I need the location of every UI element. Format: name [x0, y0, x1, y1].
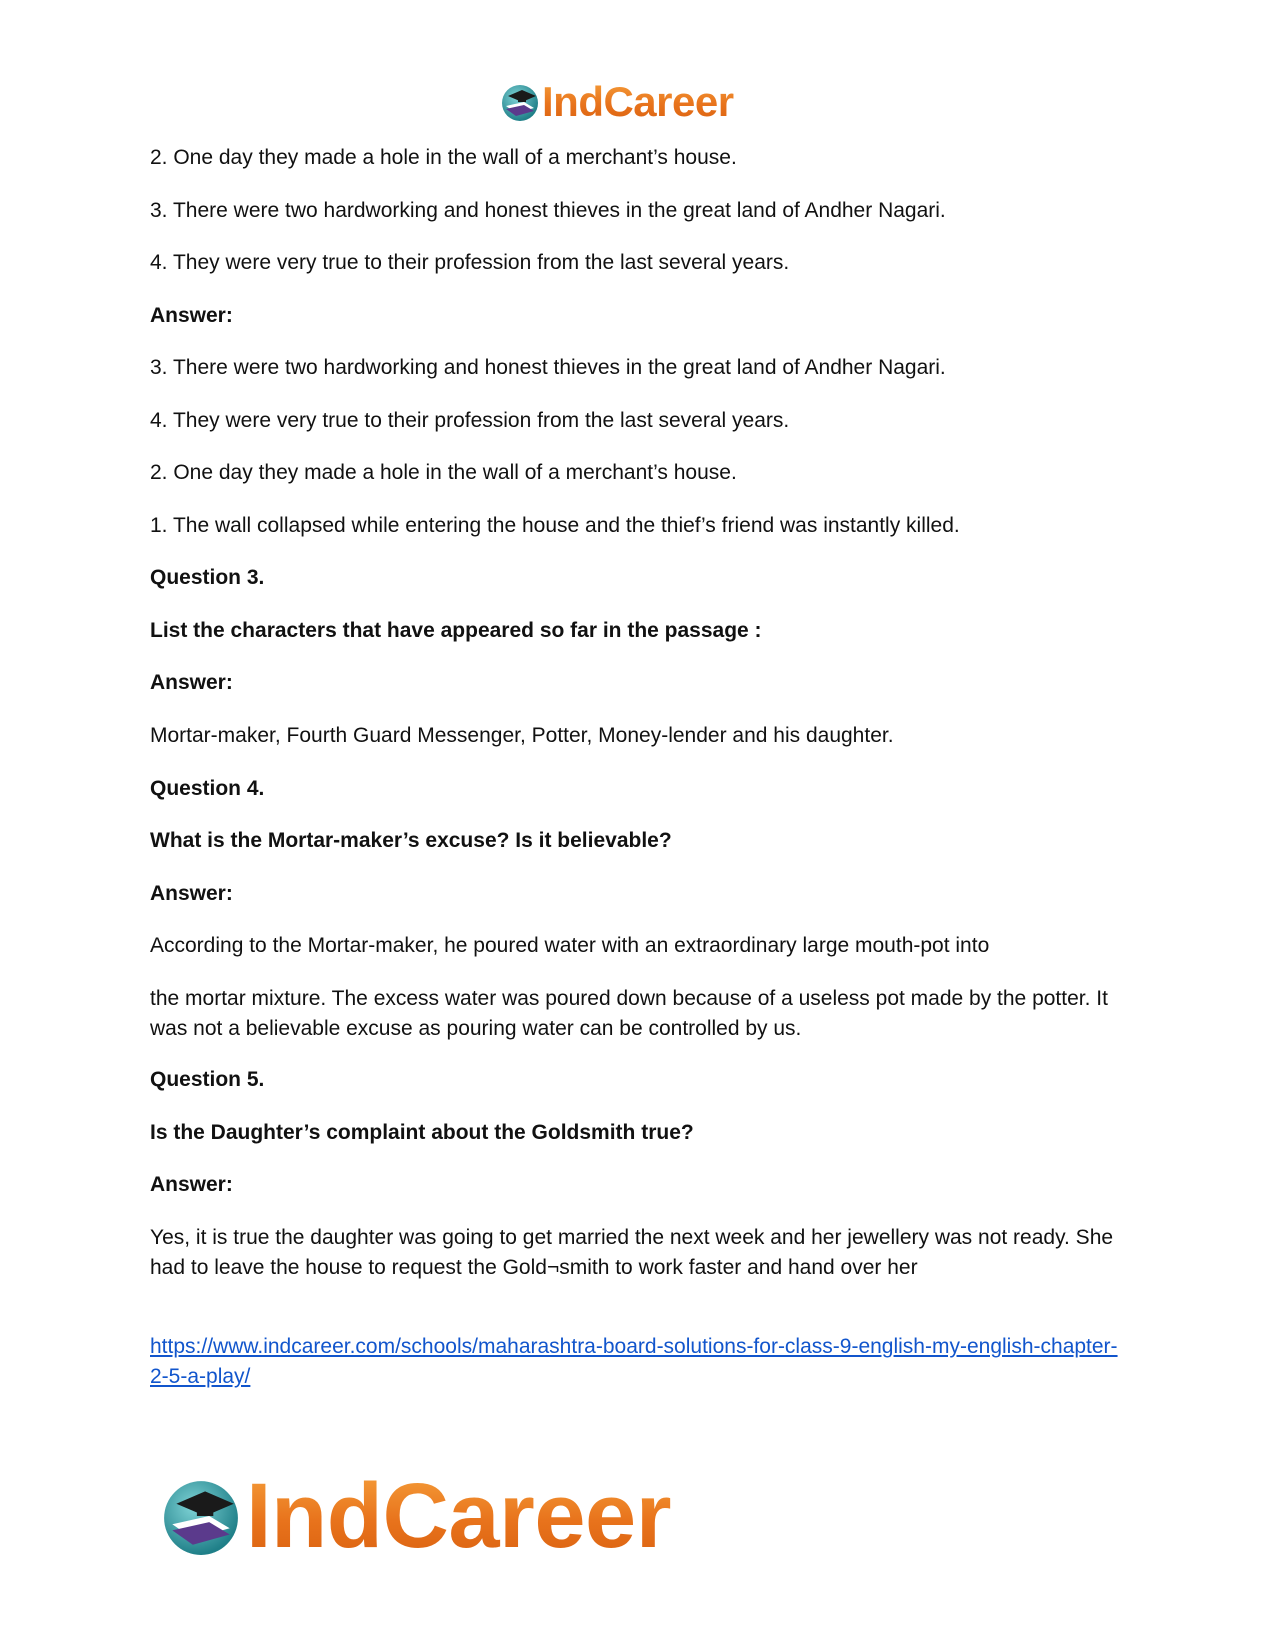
list-item: 4. They were very true to their profession from the last several years.	[150, 251, 790, 274]
header-logo	[500, 78, 734, 126]
list-item: 3. There were two hardworking and honest thieves in the great land of Andher Nagari.	[150, 356, 946, 379]
brand-wordmark: IndCareer	[246, 1465, 671, 1567]
answer-text: According to the Mortar-maker, he poured water with an extraordinary large mouth-pot into	[150, 934, 990, 957]
answer-label: Answer:	[150, 882, 233, 905]
source-link[interactable]: https://www.indcareer.com/schools/maharashtra-board-solutions-for-class-9-english-my-english-chapter-2-5-a-play/	[150, 1335, 1118, 1388]
list-item: 3. There were two hardworking and honest thieves in the great land of Andher Nagari.	[150, 199, 946, 222]
answer-label: Answer:	[150, 304, 233, 327]
list-item: 1. The wall collapsed while entering the house and the thief’s friend was instantly killed.	[150, 514, 960, 537]
list-item: 2. One day they made a hole in the wall of a merchant’s house.	[150, 146, 737, 169]
brand-wordmark: IndCareer	[542, 78, 734, 125]
footer-logo	[160, 1466, 671, 1566]
list-item: 2. One day they made a hole in the wall of a merchant’s house.	[150, 461, 737, 484]
answer-paragraph: Yes, it is true the daughter was going to get married the next week and her jewellery was not ready. She had to leave the house to request the Gold¬smith to work faster and hand over her	[150, 1226, 1114, 1279]
question-text: Is the Daughter’s complaint about the Goldsmith true?	[150, 1121, 694, 1144]
question-label: Question 4.	[150, 777, 265, 800]
question-text: List the characters that have appeared so far in the passage :	[150, 619, 762, 642]
answer-paragraph: the mortar mixture. The excess water was poured down because of a useless pot made by the potter. It was not a believable excuse as pouring water can be controlled by us.	[150, 987, 1108, 1040]
question-label: Question 3.	[150, 566, 265, 589]
list-item: 4. They were very true to their profession from the last several years.	[150, 409, 790, 432]
question-label: Question 5.	[150, 1068, 265, 1091]
answer-label: Answer:	[150, 1173, 233, 1196]
question-text: What is the Mortar-maker’s excuse? Is it believable?	[150, 829, 672, 852]
graduation-book-globe-icon	[500, 82, 540, 122]
answer-label: Answer:	[150, 671, 233, 694]
answer-text: Mortar-maker, Fourth Guard Messenger, Potter, Money-lender and his daughter.	[150, 724, 894, 747]
graduation-book-globe-icon	[160, 1475, 242, 1557]
